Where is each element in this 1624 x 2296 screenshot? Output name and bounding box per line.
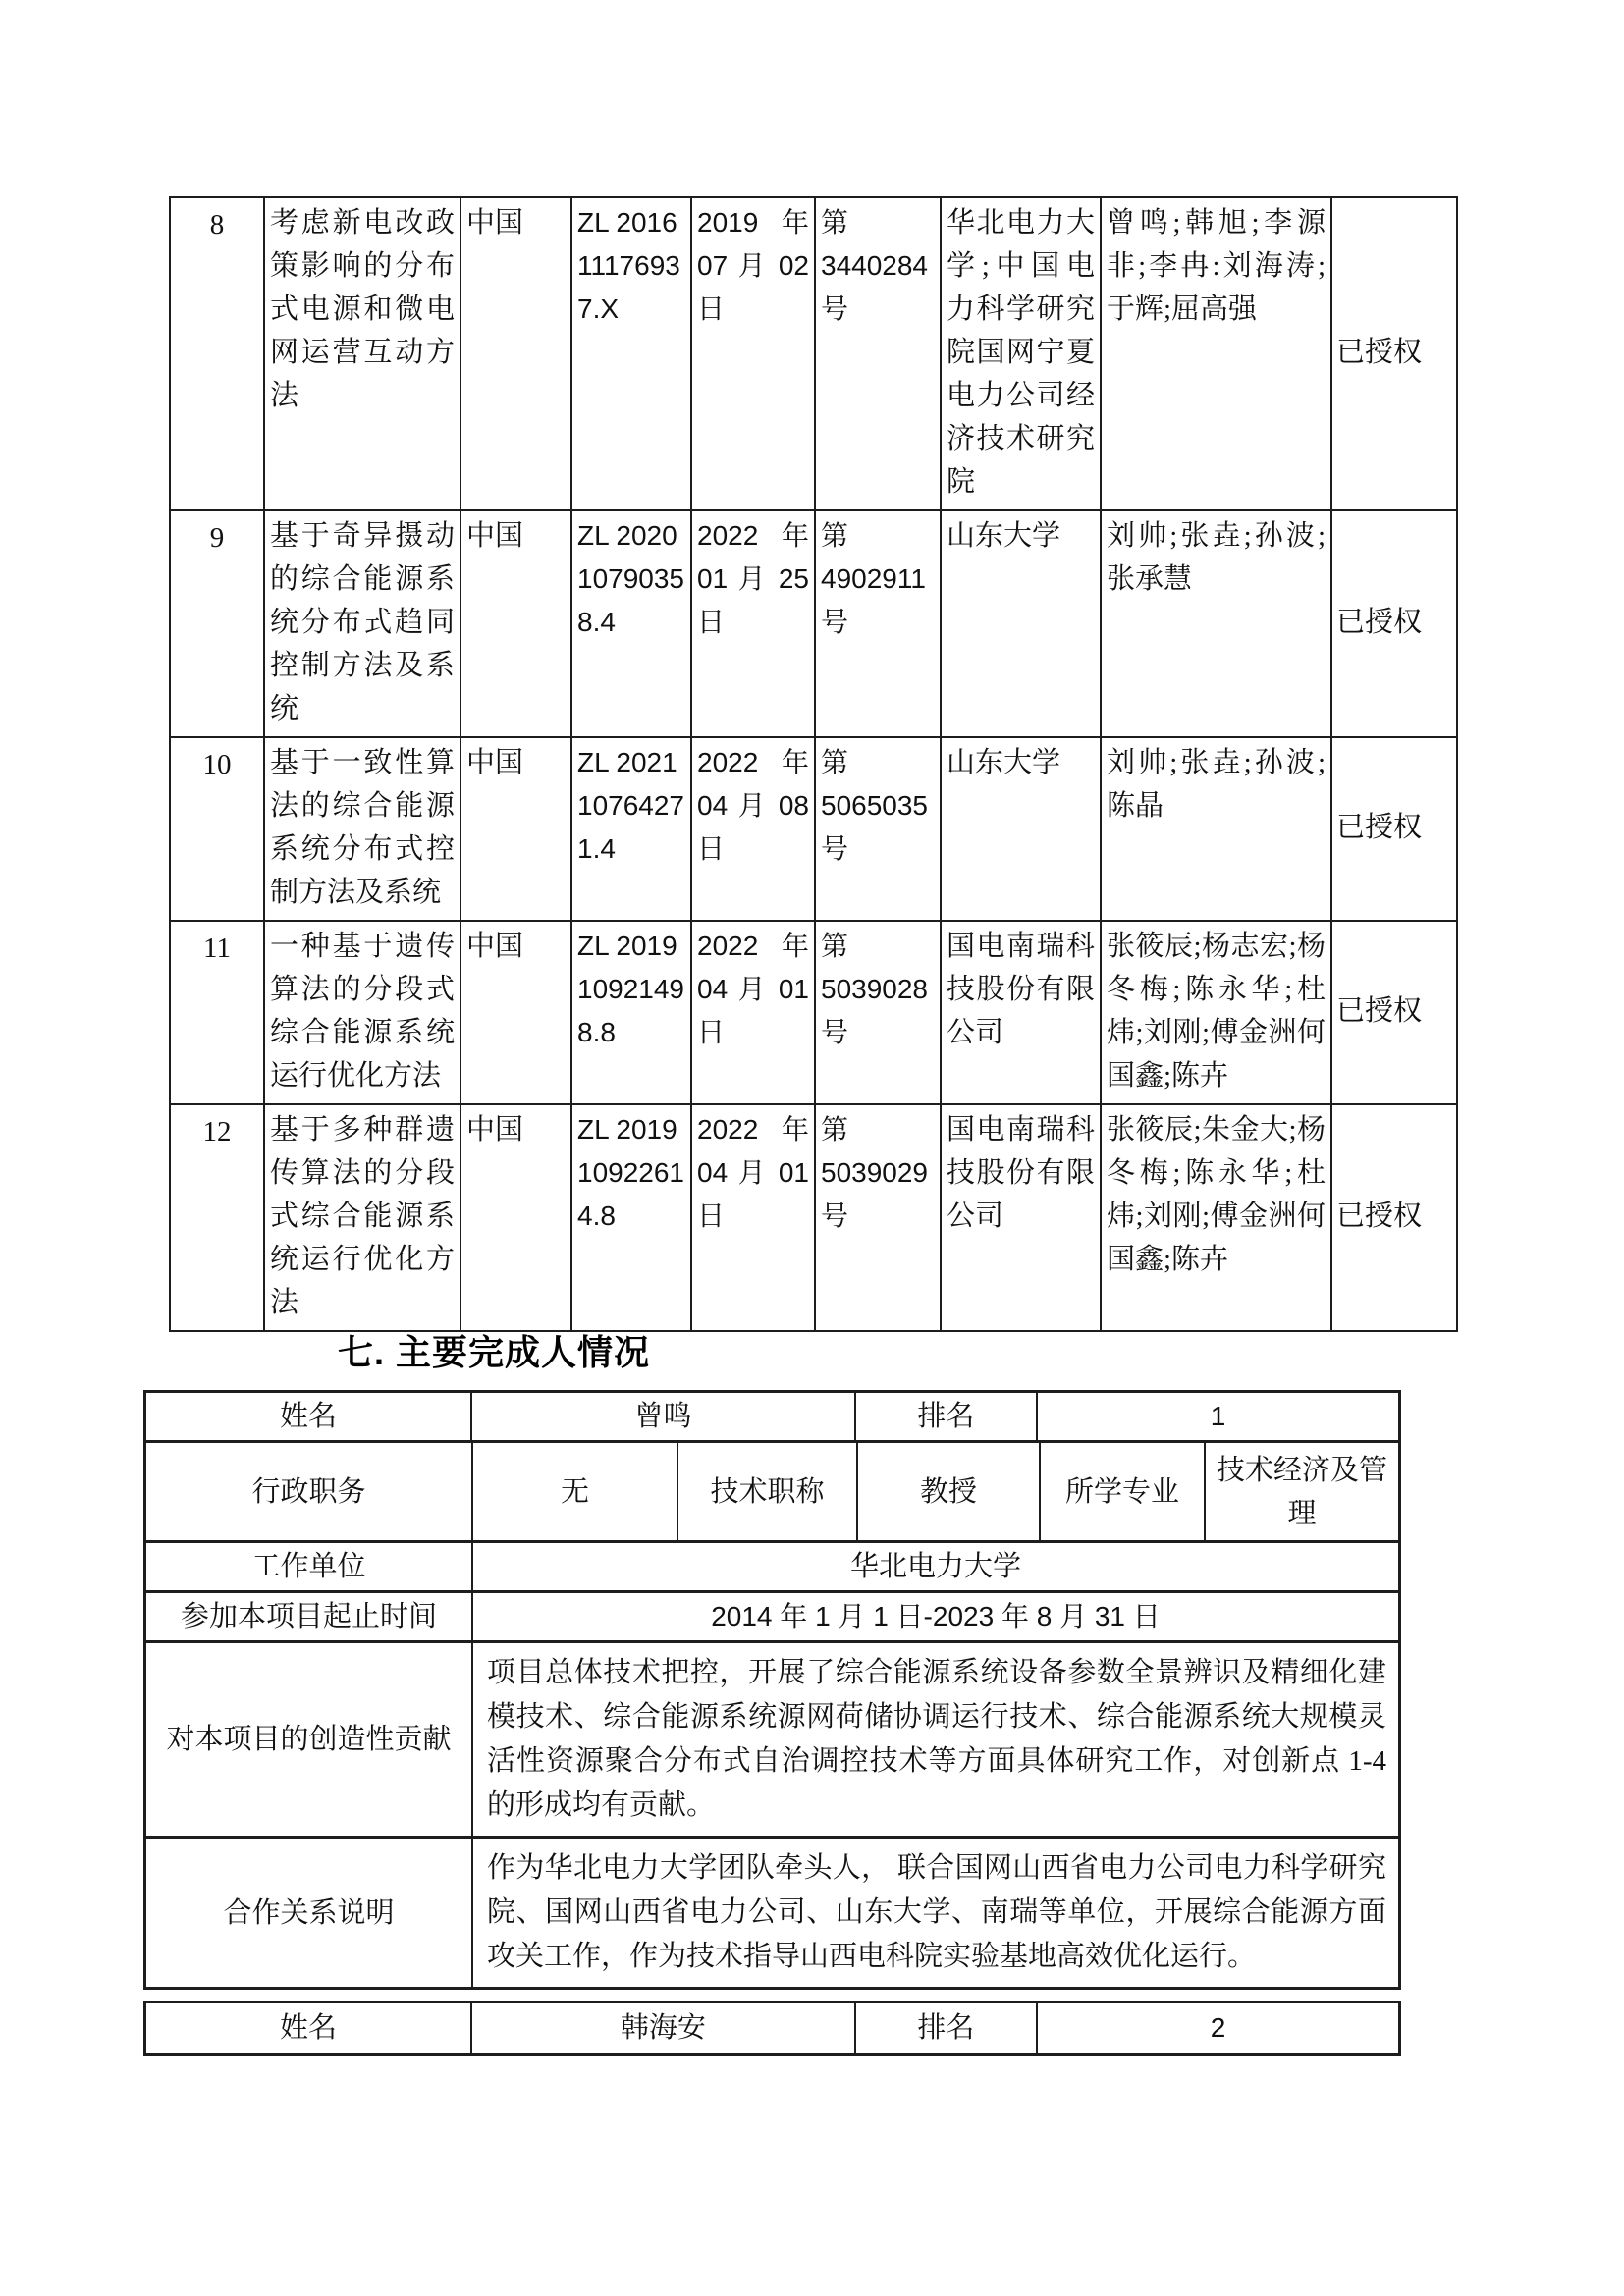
- work-unit-label: 工作单位: [146, 1543, 473, 1590]
- rank-value: 1: [1210, 1401, 1226, 1431]
- patent-row: [170, 197, 1457, 510]
- name-value: 曾鸣: [472, 1393, 856, 1440]
- patent-cert-cell: 第 4902911 号: [815, 510, 941, 737]
- rank-label: 排名: [856, 2003, 1038, 2053]
- tech-title-label: 技术职称: [678, 1443, 858, 1540]
- period-value: 2014 年 1 月 1 日-2023 年 8 月 31 日: [711, 1601, 1161, 1631]
- completer-1-table: [143, 1390, 1401, 1990]
- patent-date-cell: 2022 年 04 月 08 日: [691, 737, 815, 921]
- patent-table-section: [169, 196, 1458, 1332]
- cooperation-value: 作为华北电力大学团队牵头人， 联合国网山西省电力公司电力科学研究院、国网山西省电力公司、山东大学、南瑞等单位，开展综合能源方面攻关工作，作为技术指导山西电科院实验基地高效优化运行。: [487, 1852, 1386, 1972]
- patent-cert-cell: 第 5039028 号: [815, 921, 941, 1104]
- patent-assignee-cell: 国电南瑞科技股份有限公司: [941, 1104, 1101, 1331]
- patent-inventors-cell: 刘帅;张垚;孙波;陈晶: [1101, 737, 1331, 921]
- patent-row: [170, 921, 1457, 1104]
- patent-number-cell: ZL 2019 1092149 8.8: [571, 921, 691, 1104]
- patent-inventors-cell: 张筱辰;朱金大;杨冬梅;陈永华;杜炜;刘刚;傅金洲何国鑫;陈卉: [1101, 1104, 1331, 1331]
- patent-date-cell: 2022 年 04 月 01 日: [691, 921, 815, 1104]
- patent-number-cell: ZL 2016 1117693 7.X: [571, 197, 691, 510]
- patent-title-cell: 基于多种群遗传算法的分段式综合能源系统运行优化方法: [264, 1104, 460, 1331]
- patents-table-body: [170, 197, 1457, 1331]
- work-unit-value: 华北电力大学: [849, 1551, 1021, 1582]
- patent-index-cell: 11: [170, 921, 264, 1104]
- patent-row: [170, 1104, 1457, 1331]
- patent-status-cell: 已授权: [1331, 510, 1457, 737]
- contribution-label: 对本项目的创造性贡献: [146, 1643, 473, 1836]
- patent-number-cell: ZL 2020 1079035 8.4: [571, 510, 691, 737]
- completer-unit-row: [146, 1543, 1398, 1593]
- patent-cert-cell: 第 3440284 号: [815, 197, 941, 510]
- cooperation-label: 合作关系说明: [146, 1839, 473, 1987]
- major-value: 技术经济及管理: [1216, 1454, 1387, 1529]
- patents-table: [169, 196, 1458, 1332]
- section-heading: 七. 主要完成人情况: [338, 1332, 651, 1372]
- patent-assignee-cell: 山东大学: [941, 737, 1101, 921]
- tech-title-value: 教授: [858, 1443, 1041, 1540]
- patent-row: [170, 510, 1457, 737]
- patent-assignee-cell: 国电南瑞科技股份有限公司: [941, 921, 1101, 1104]
- patent-assignee-cell: 华北电力大学;中国电力科学研究院国网宁夏电力公司经济技术研究院: [941, 197, 1101, 510]
- patent-country-cell: 中国: [460, 921, 571, 1104]
- patent-country-cell: 中国: [460, 1104, 571, 1331]
- patent-status-cell: 已授权: [1331, 1104, 1457, 1331]
- patent-country-cell: 中国: [460, 197, 571, 510]
- patent-inventors-cell: 张筱辰;杨志宏;杨冬梅;陈永华;杜炜;刘刚;傅金洲何国鑫;陈卉: [1101, 921, 1331, 1104]
- patent-assignee-cell: 山东大学: [941, 510, 1101, 737]
- patent-number-cell: ZL 2021 1076427 1.4: [571, 737, 691, 921]
- patent-inventors-cell: 曾鸣;韩旭;李源非;李冉:刘海涛;于辉;屈高强: [1101, 197, 1331, 510]
- patent-title-cell: 考虑新电改政策影响的分布式电源和微电网运营互动方法: [264, 197, 460, 510]
- patent-cert-cell: 第 5039029 号: [815, 1104, 941, 1331]
- patent-row: [170, 737, 1457, 921]
- patent-country-cell: 中国: [460, 510, 571, 737]
- completer-post-row: [146, 1443, 1398, 1543]
- completer-name-row: [146, 1393, 1398, 1443]
- contribution-value: 项目总体技术把控，开展了综合能源系统设备参数全景辨识及精细化建模技术、综合能源系统源网荷储协调运行技术、综合能源系统大规模灵活性资源聚合分布式自治调控技术等方面具体研究工作，对创新点 1-4 的形成均有贡献。: [487, 1657, 1386, 1821]
- patent-date-cell: 2019 年 07 月 02 日: [691, 197, 815, 510]
- completer-name-row: [146, 2003, 1398, 2053]
- completer-period-row: [146, 1593, 1398, 1643]
- patent-date-cell: 2022 年 01 月 25 日: [691, 510, 815, 737]
- period-label: 参加本项目起止时间: [146, 1593, 473, 1640]
- patent-title-cell: 基于奇异摄动的综合能源系统分布式趋同控制方法及系统: [264, 510, 460, 737]
- patent-index-cell: 12: [170, 1104, 264, 1331]
- patent-date-cell: 2022 年 04 月 01 日: [691, 1104, 815, 1331]
- rank-label: 排名: [856, 1393, 1038, 1440]
- patent-country-cell: 中国: [460, 737, 571, 921]
- major-label: 所学专业: [1041, 1443, 1206, 1540]
- admin-post-label: 行政职务: [146, 1443, 473, 1540]
- patent-index-cell: 10: [170, 737, 264, 921]
- patent-status-cell: 已授权: [1331, 737, 1457, 921]
- name-label: 姓名: [146, 1393, 472, 1440]
- completer-contribution-row: [146, 1643, 1398, 1839]
- patent-number-cell: ZL 2019 1092261 4.8: [571, 1104, 691, 1331]
- admin-post-value: 无: [473, 1443, 678, 1540]
- patent-title-cell: 一种基于遗传算法的分段式综合能源系统运行优化方法: [264, 921, 460, 1104]
- completer-cooperation-row: [146, 1839, 1398, 1987]
- patent-cert-cell: 第 5065035 号: [815, 737, 941, 921]
- patent-status-cell: 已授权: [1331, 921, 1457, 1104]
- name-value: 韩海安: [472, 2003, 856, 2053]
- rank-value: 2: [1210, 2012, 1226, 2043]
- patent-title-cell: 基于一致性算法的综合能源系统分布式控制方法及系统: [264, 737, 460, 921]
- patent-index-cell: 8: [170, 197, 264, 510]
- patent-status-cell: 已授权: [1331, 197, 1457, 510]
- name-label: 姓名: [146, 2003, 472, 2053]
- completer-2-table: [143, 2001, 1401, 2056]
- patent-index-cell: 9: [170, 510, 264, 737]
- patent-inventors-cell: 刘帅;张垚;孙波;张承慧: [1101, 510, 1331, 737]
